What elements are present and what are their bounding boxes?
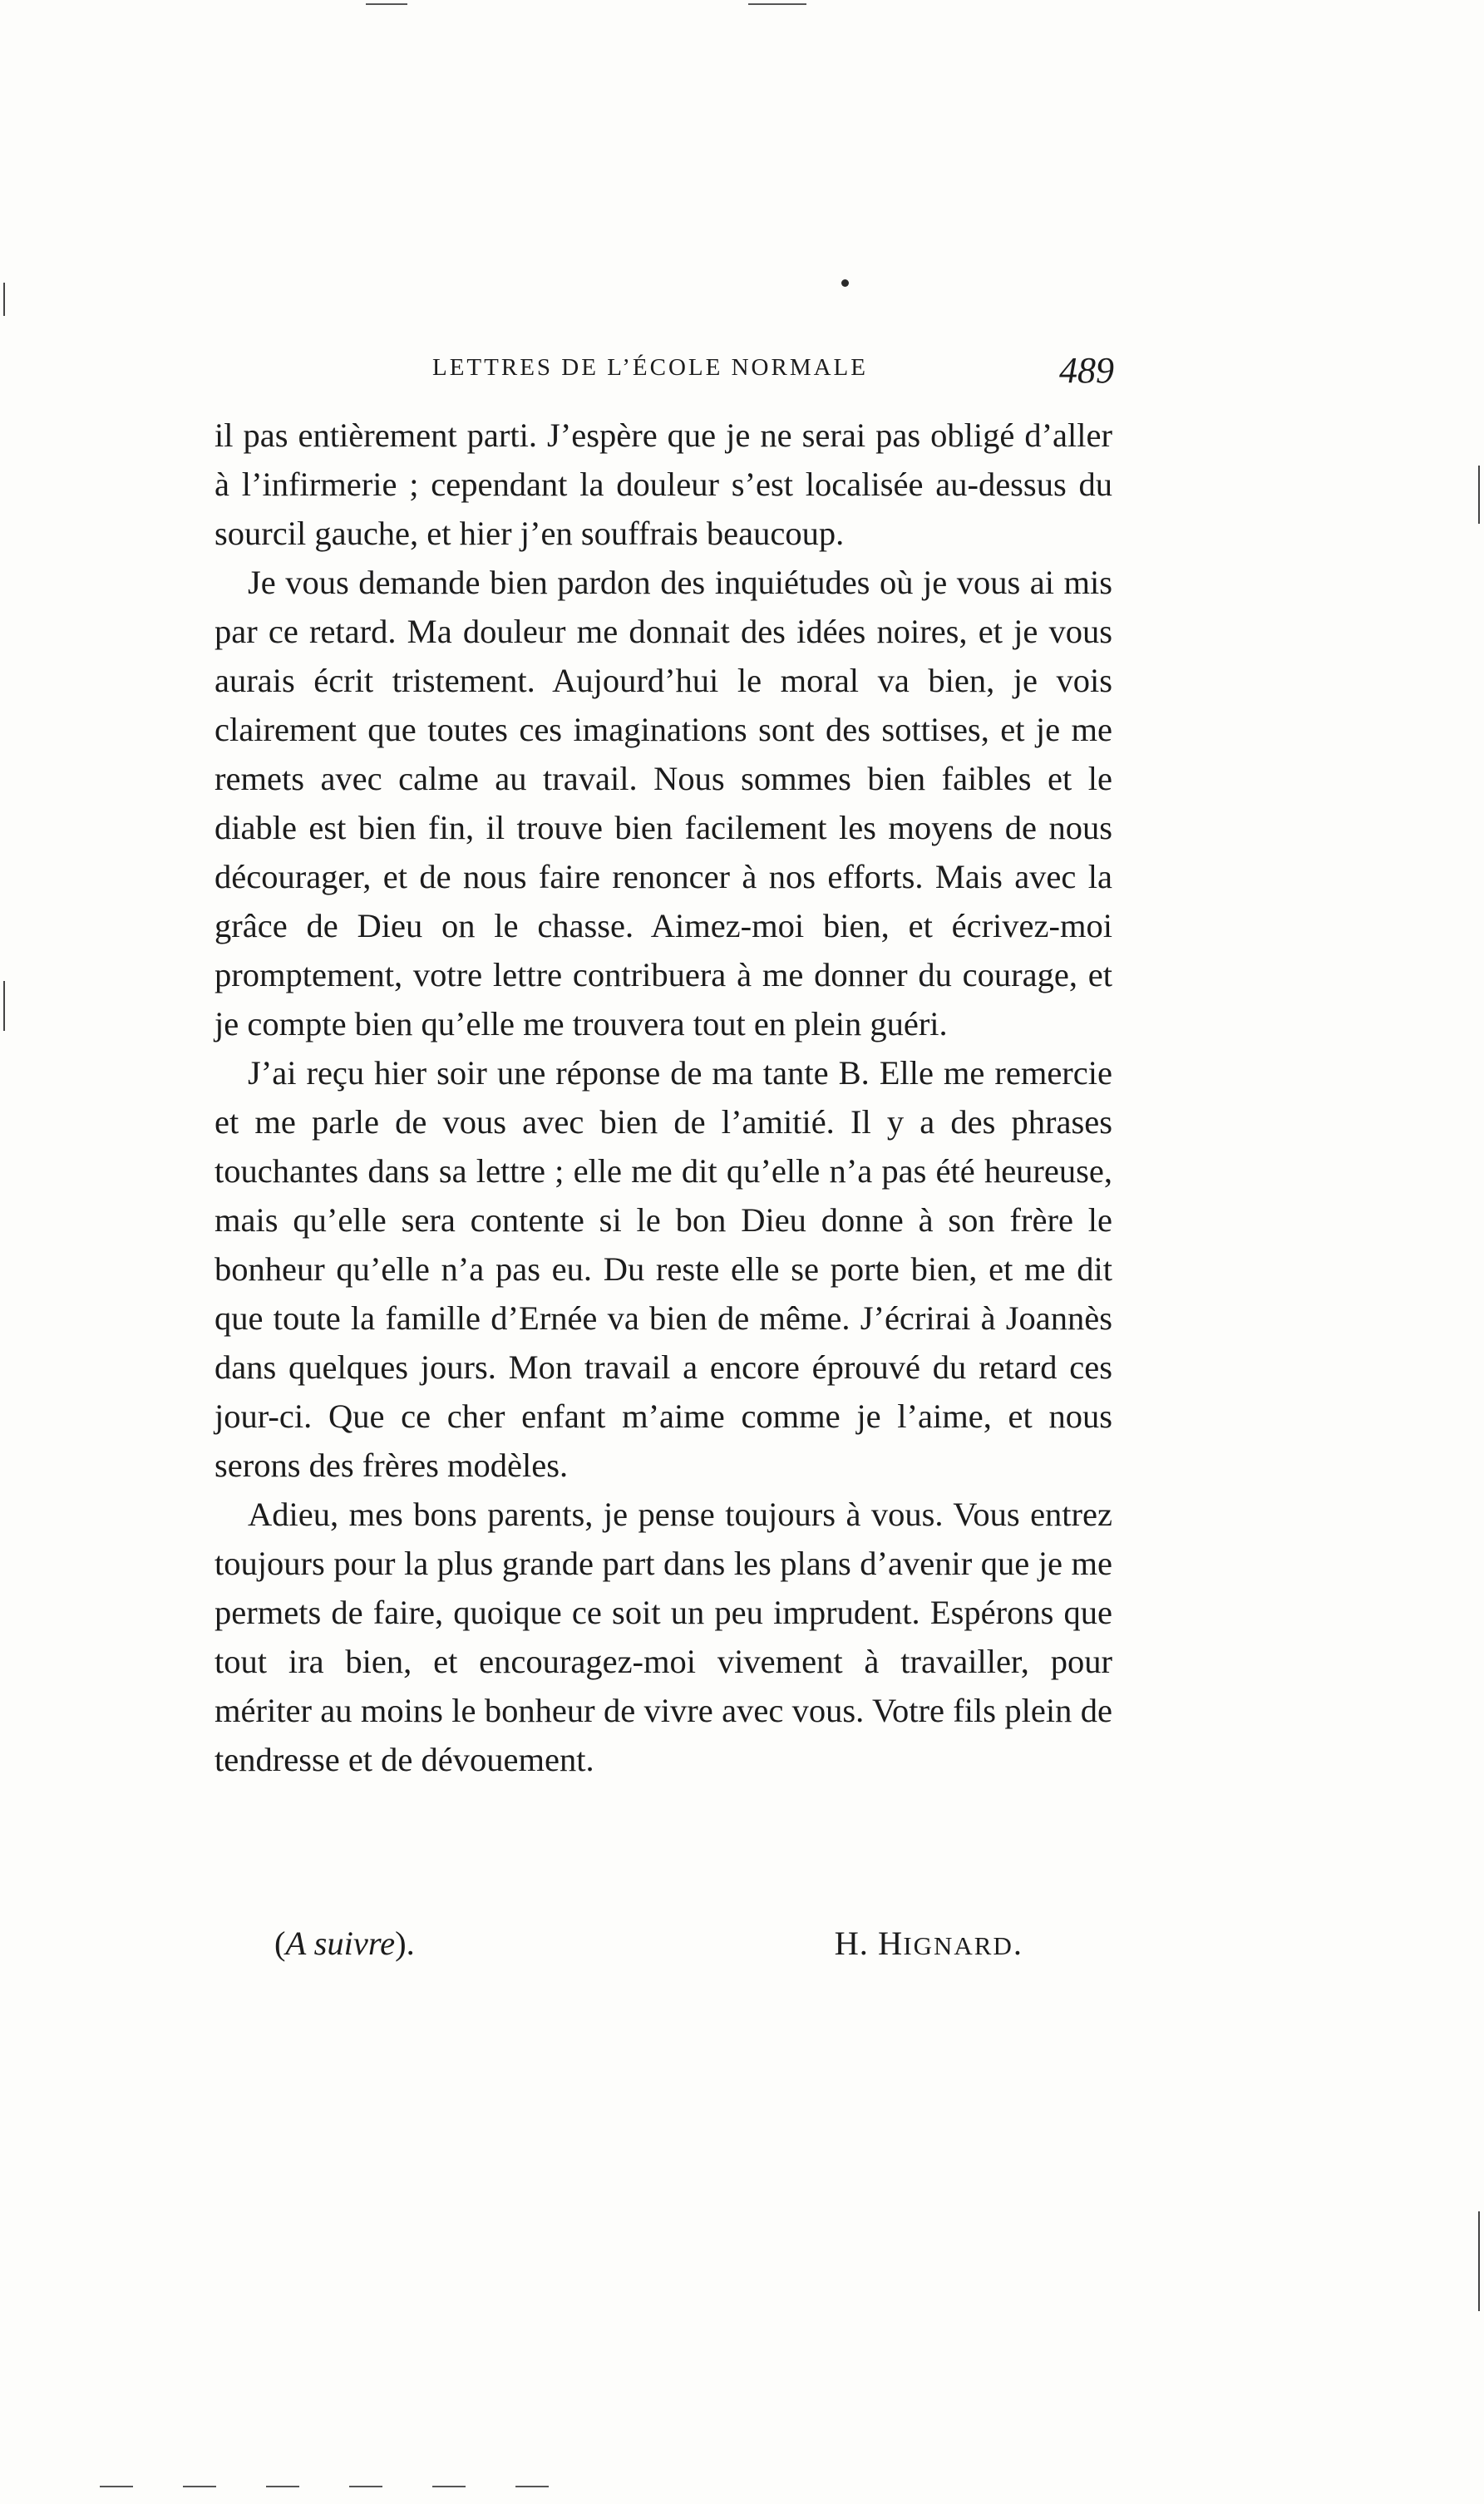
scan-edge-right [1478, 466, 1480, 524]
scan-edge-right [1478, 2211, 1480, 2311]
scan-edge-top [748, 3, 806, 5]
page-number: 489 [1059, 350, 1114, 391]
scan-edge-left [3, 283, 5, 316]
scan-edge-bottom [183, 2486, 216, 2487]
scan-edge-top [366, 3, 407, 5]
running-title: LETTRES DE L’ÉCOLE NORMALE [432, 354, 868, 381]
scan-edge-left [3, 981, 5, 1031]
paragraph-4: Adieu, mes bons parents, je pense toujours à vous. Vous entrez toujours pour la plus grande part dans les plans d’avenir que je me permets de faire, quoique ce soit un peu imprudent. Espérons que tout ira bien, et encouragez-moi vivement à travailler, pour mériter au moins le bonheur de vivre avec vous. Votre fils plein de tendresse et de dévouement. [214, 1496, 1112, 1778]
scan-edge-bottom [100, 2486, 133, 2487]
running-head [432, 349, 1114, 399]
body-text [214, 411, 1112, 1784]
paragraph-2: Je vous demande bien pardon des inquiétudes où je vous ai mis par ce retard. Ma douleur me donnait des idées noires, et je vous aurais écrit tristement. Aujourd’hui le moral va bien, je vois clairement que toutes ces imaginations sont des sottises, et je me remets avec calme au travail. Nous sommes bien faibles et le diable est bien fin, il trouve bien facilement les moyens de nous décourager, et de nous faire renoncer à nos efforts. Mais avec la grâce de Dieu on le chasse. Aimez-moi bien, et écrivez-moi promptement, votre lettre contribuera à me donner du courage, et je compte bien qu’elle me trouvera tout en plein guéri. [214, 564, 1112, 1043]
scan-edge-bottom [515, 2486, 549, 2487]
scan-edge-bottom [432, 2486, 466, 2487]
paragraph-3: J’ai reçu hier soir une réponse de ma tante B. Elle me remercie et me parle de vous avec bien de l’amitié. Il y a des phrases touchantes dans sa lettre ; elle me dit qu’elle n’a pas été heureuse, mais qu’elle sera contente si le bon Dieu donne à son frère le bonheur qu’elle n’a pas eu. Du reste elle se porte bien, et me dit que toute la famille d’Ernée va bien de même. J’écrirai à Joannès dans quelques jours. Mon travail a encore éprouvé du retard ces jour-ci. Que ce cher enfant m’aime comme je l’aime, et nous serons des frères modèles. [214, 1054, 1112, 1484]
signoff [274, 1924, 1023, 1974]
paragraph-1: il pas entièrement parti. J’espère que je ne serai pas obligé d’aller à l’infirmerie ; cependant la douleur s’est localisée au-dessus du sourcil gauche, et hier j’en souffrais beaucoup. [214, 417, 1112, 552]
to-be-continued: (A suivre). [274, 1925, 415, 1962]
scan-edge-bottom [266, 2486, 299, 2487]
author-signature: H. HIGNARD. [834, 1925, 1023, 1962]
scan-edge-bottom [349, 2486, 382, 2487]
ornament-dot [841, 279, 849, 287]
